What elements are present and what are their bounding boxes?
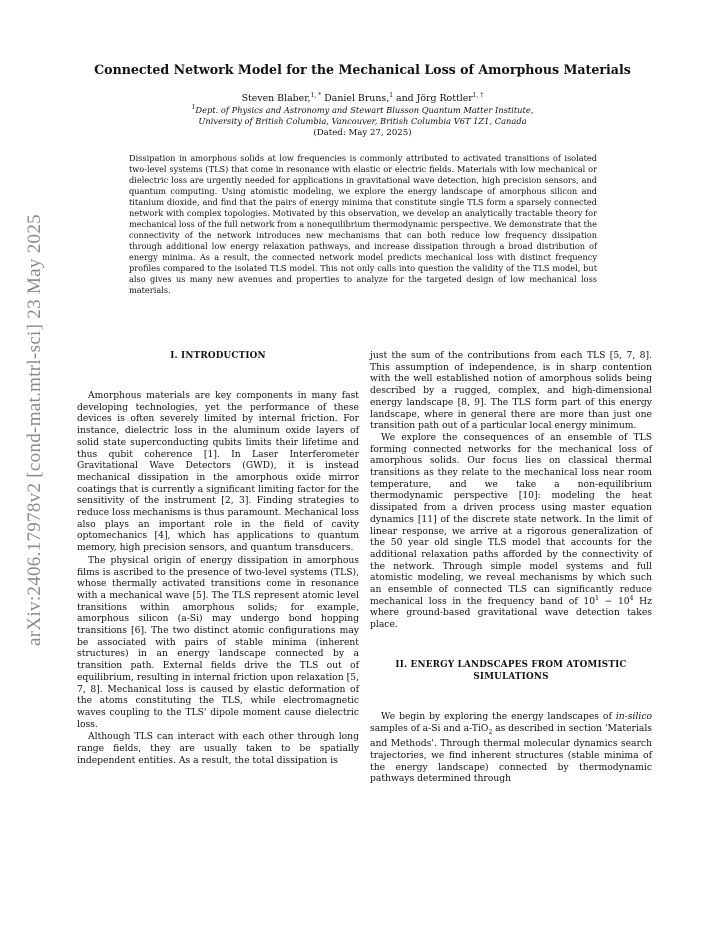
- paper-title: Connected Network Model for the Mechanical Loss of Amorphous Materials: [94, 62, 631, 77]
- author-affiliation-marker: 1, *: [310, 91, 322, 99]
- author-conjunction: and: [396, 93, 414, 104]
- abstract: Dissipation in amorphous solids at low frequencies is commonly attributed to activated transitions of isolated two-level systems (TLS) that come in resonance with elastic or electric fields. Materials with low mechanical or dielectric loss are urgently needed for applications in gravitational wave detection, high precision sensors, and quantum computing. Using atomistic modeling, we explore the energy landscape of amorphous silicon and titanium dioxide, and find that the pairs of energy minima that constitute single TLS form a sparsely connected network with complex topologies. Motivated by this observation, we develop an analytically tractable theory for mechanical loss of the full network from a nonequilibrium thermodynamic perspective. We demonstrate that the connectivity of the network introduces new mechanisms that can both reduce low frequency dissipation through additional low energy relaxation pathways, and increase dissipation through a broad distribution of energy minima. As a result, the connected network model predicts mechanical loss with distinct frequency profiles compared to the isolated TLS model. This not only calls into question the validity of the TLS model, but also gives us many new avenues and properties to analyze for the targeted design of low mechanical loss materials.: [129, 153, 597, 295]
- arxiv-identifier-sidebar: [20, 200, 50, 660]
- section-heading-introduction: I. INTRODUCTION: [170, 351, 266, 361]
- paragraph: We explore the consequences of an ensemble of TLS forming connected networks for the mechanical loss of amorphous solids. Our focus lies on classical thermal transitions as they relate to the mechanical loss near room temperature, and we take a non-equilibrium thermodynamic perspective [10]: modeling the heat dissipated from a driven process using master equation dynamics [11] of the discrete state network. In the limit of linear response, we arrive at a rigorous generalization of the 50 year old single TLS model that accounts for the additional relaxation paths afforded by the connectivity of the network. Through simple model systems and full atomistic modeling, we reveal mechanisms by which such an ensemble of connected TLS can significantly reduce mechanical loss in the frequency band of $10^1 - 10^4$ Hz where ground-based gravitational wave detection takes place.: [370, 431, 652, 631]
- right-column: [370, 350, 652, 785]
- paragraph: We begin by exploring the energy landscapes of in-silico samples of a-Si and a-TiO$_2$ as described in section 'Materials and Methods'. Through thermal molecular dynamics search trajectories, we find inherent structures (stable minima of the energy landscape) connected by thermodynamic pathways determined through: [370, 710, 653, 785]
- paragraph: The physical origin of energy dissipation in amorphous films is ascribed to the presence of two-level systems (TLS), whose thermally activated transitions come in resonance with a mechanical wave [5]. The TLS represent atomic level transitions within amorphous solids; for example, amorphous silicon (a-Si) may undergo bond hopping transitions [6]. The two distinct atomic configurations may be associated with pairs of stable minima (inherent structures) in an energy landscape connected by a transition path. External fields drive the TLS out of equilibrium, resulting in internal friction upon relaxation [5, 7, 8]. Mechanical loss is caused by elastic deformation of the atoms constituting the TLS, while electromagnetic waves coupling to the TLS' dipole moment cause dielectric loss.: [77, 554, 359, 730]
- affiliation-line-2: University of British Columbia, Vancouver, British Columbia V6T 1Z1, Canada: [198, 116, 527, 126]
- arxiv-identifier-text: arXiv:2406.17978v2 [cond-mat.mtrl-sci] 23 May 2025: [24, 214, 45, 646]
- paragraph: Amorphous materials are key components in many fast developing technologies, yet the performance of these devices is often severely limited by internal friction. For instance, dielectric loss in the aluminum oxide layers of solid state superconducting qubits limits their lifetime and thus qubit coherence [1]. In Laser Interferometer Gravitational Wave Detectors (GWD), it is instead mechanical dissipation in the amorphous oxide mirror coatings that is currently a significant limiting factor for the sensitivity of the instrument [2, 3]. Finding strategies to reduce loss mechanisms is thus paramount. Mechanical loss also plays an important role in the field of cavity optomechanics [4], which has applications to quantum memory, high precision sensors, and quantum transducers.: [77, 390, 359, 554]
- affiliation-marker: 1: [191, 104, 196, 112]
- author-list: [90, 92, 635, 105]
- affiliation-line-1: Dept. of Physics and Astronomy and Stewart Blusson Quantum Matter Institute,: [195, 105, 534, 115]
- paper-header: [90, 62, 635, 139]
- author-name: Steven Blaber,: [241, 93, 311, 104]
- section-heading-energy-landscapes: II. ENERGY LANDSCAPES FROM ATOMISTIC SIMULATIONS: [395, 659, 627, 682]
- left-column: [77, 350, 359, 767]
- paper-date: (Dated: May 27, 2025): [313, 128, 412, 138]
- paragraph: Although TLS can interact with each other through long range fields, they are usually taken to be spatially independent entities. As a result, the total dissipation is: [77, 731, 359, 766]
- author-affiliation-marker: 1: [389, 91, 394, 99]
- author-name: Daniel Bruns,: [324, 93, 390, 104]
- author-name: Jörg Rottler: [416, 93, 473, 104]
- affiliation: [90, 105, 635, 127]
- author-affiliation-marker: 1, †: [472, 91, 484, 99]
- paragraph: just the sum of the contributions from each TLS [5, 7, 8]. This assumption of independence, is in sharp contention with the well established notion of amorphous solids being described by a rugged, complex, and high-dimensional energy landscape [8, 9]. The TLS form part of this energy landscape, where in general there are more than just one transition path out of a particular local energy minimum.: [370, 350, 652, 432]
